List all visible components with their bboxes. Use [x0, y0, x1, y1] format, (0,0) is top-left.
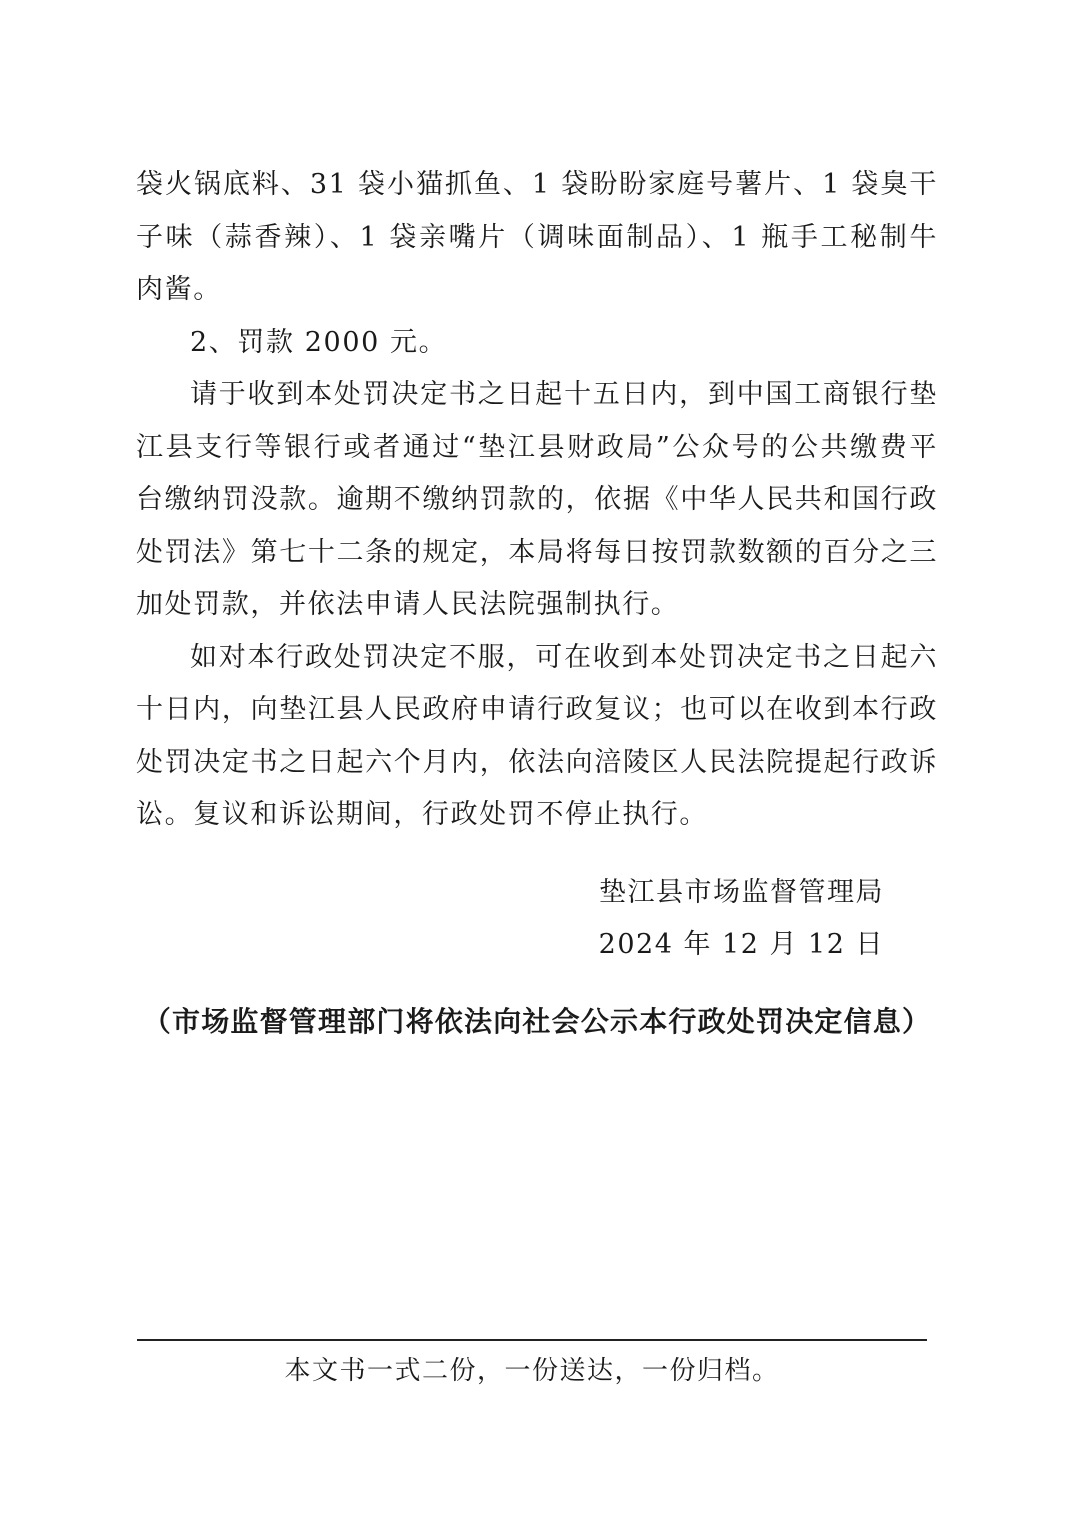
signature-organization: 垫江县市场监督管理局 — [599, 877, 884, 908]
signature-date: 2024 年 12 月 12 日 — [598, 929, 884, 960]
footer-note: 本文书一式二份，一份送达，一份归档。 — [284, 1356, 780, 1386]
document-body — [136, 159, 938, 842]
paragraph-payment-instructions: 请于收到本处罚决定书之日起十五日内，到中国工商银行垫江县支行等银行或者通过“垫江县财政局”公众号的公共缴费平台缴纳罚没款。逾期不缴纳罚款的，依据《中华人民共和国行政处罚法》第七十二条的规定，本局将每日按罚款数额的百分之三加处罚款，并依法申请人民法院强制执行。 — [136, 379, 938, 620]
paragraph-fine: 2、罚款 2000 元。 — [190, 326, 448, 358]
footer-divider — [137, 1339, 927, 1341]
paragraph-appeal-rights: 如对本行政处罚决定不服，可在收到本处罚决定书之日起六十日内，向垫江县人民政府申请行政复议；也可以在收到本行政处罚决定书之日起六个月内，依法向涪陵区人民法院提起行政诉讼。复议和诉讼期间，行政处罚不停止执行。 — [136, 641, 938, 830]
public-notice: （市场监督管理部门将依法向社会公示本行政处罚决定信息） — [142, 1005, 932, 1038]
paragraph-confiscated-items: 袋火锅底料、31 袋小猫抓鱼、1 袋盼盼家庭号薯片、1 袋臭干子味（蒜香辣）、1 袋亲嘴片（调味面制品）、1 瓶手工秘制牛肉酱。 — [136, 169, 938, 305]
